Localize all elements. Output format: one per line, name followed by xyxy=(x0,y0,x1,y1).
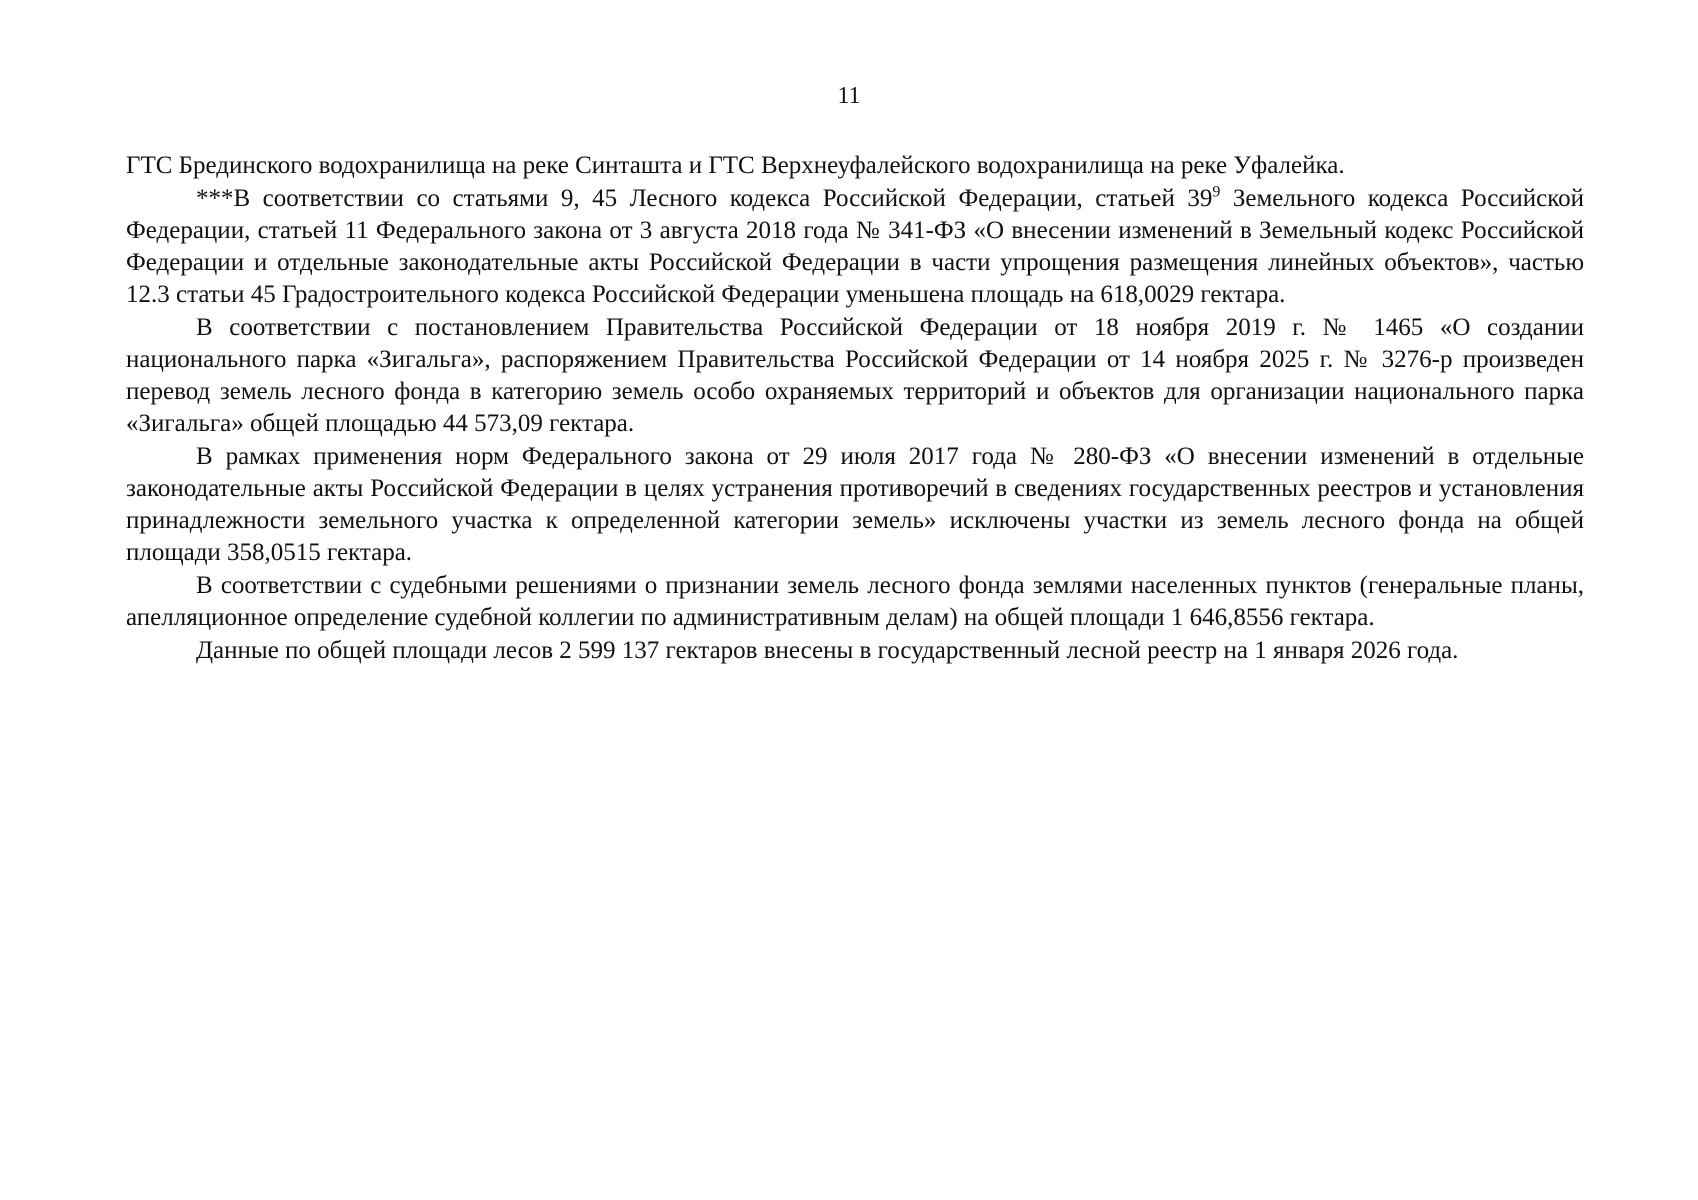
paragraph-area-reduction xyxy=(126,183,1584,311)
paragraph-gts-continuation: ГТС Брединского водохранилища на реке Синташта и ГТС Верхнеуфалейского водохранилища на реке Уфалейка. xyxy=(126,152,1345,179)
paragraph-court-decisions: В соответствии с судебными решениями о признании земель лесного фонда землями населенных пунктов (генеральные планы, апелляционное определение судебной коллегии по административным делам) на общей площади 1 646,8556 гектара. xyxy=(126,572,1584,631)
paragraph-total-forest-area: Данные по общей площади лесов 2 599 137 гектаров внесены в государственный лесной реестр на 1 января 2026 года. xyxy=(196,637,1459,664)
page-number: 11 xyxy=(837,83,861,109)
document-body xyxy=(126,150,1584,667)
paragraph-national-park: В соответствии с постановлением Правительства Российской Федерации от 18 ноября 2019 г. № 1465 «О создании национального парка «Зигальга», распоряжением Правительства Российской Федерации от 14 ноября 2025 г. № 3276-р произведен перевод земель лесного фонда в категорию земель особо охраняемых территорий и объектов для организации национального парка «Зигальга» общей площадью 44 573,09 гектара. xyxy=(126,314,1584,437)
paragraph-federal-law-280: В рамках применения норм Федерального закона от 29 июля 2017 года № 280-ФЗ «О внесении изменений в отдельные законодательные акты Российской Федерации в целях устранения противоречий в сведениях государственных реестров и установления принадлежности земельного участка к определенной категории земель» исключены участки из земель лесного фонда на общей площади 358,0515 гектара. xyxy=(126,443,1584,566)
paragraph-area-reduction-text-end: Земельного кодекса Российской Федерации, статьей 11 Федерального закона от 3 августа 2018 года № 341-ФЗ «О внесении изменений в Земельный кодекс Российской Федерации и отдельные законодательные акты Российской Федерации в части упрощения размещения линейных объектов», частью 12.3 статьи 45 Градостроительного кодекса Российской Федерации уменьшена площадь на 618,0029 гектара. xyxy=(126,185,1584,308)
paragraph-area-reduction-text-start: ***В соответствии со статьями 9, 45 Лесного кодекса Российской Федерации, статьей 39 xyxy=(196,185,1213,212)
superscript-9: 9 xyxy=(1212,183,1221,201)
